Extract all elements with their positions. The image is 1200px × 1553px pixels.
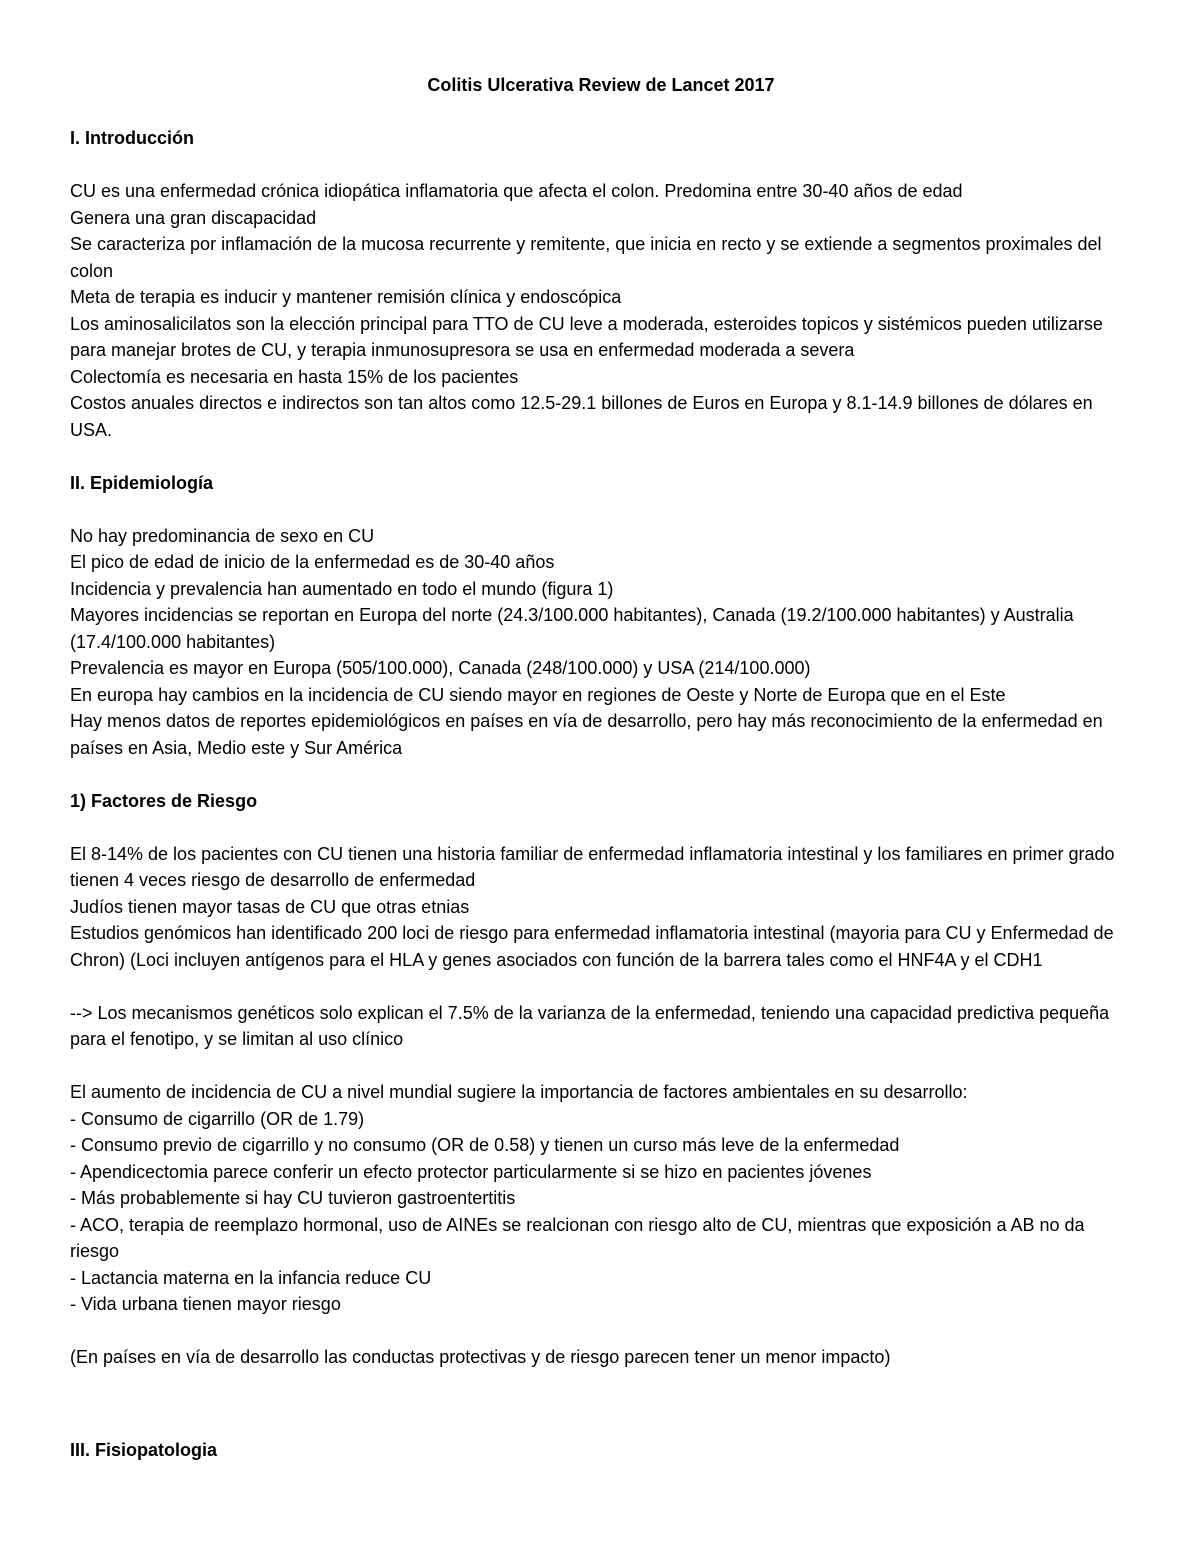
section-heading-introduccion: I. Introducción <box>70 128 194 148</box>
document-title: Colitis Ulcerativa Review de Lancet 2017 <box>427 75 775 95</box>
paragraph-line: Los aminosalicilatos son la elección principal para TTO de CU leve a moderada, esteroides topicos y sistémicos pueden utilizarse para manejar brotes de CU, y terapia inmunosupresora se usa en enfermedad moderada a severa <box>70 313 1103 360</box>
developing-countries-note: (En países en vía de desarrollo las conductas protectivas y de riesgo parecen tener un menor impacto) <box>70 1347 891 1367</box>
section-heading-factores-de-riesgo: 1) Factores de Riesgo <box>70 790 258 811</box>
list-item: - Vida urbana tienen mayor riesgo <box>70 1294 341 1314</box>
paragraph-line: Hay menos datos de reportes epidemiológicos en países en vía de desarrollo, pero hay más reconocimiento de la enfermedad en países en Asia, Medio este y Sur América <box>70 711 1103 758</box>
paragraph-line: Incidencia y prevalencia han aumentado en todo el mundo (figura 1) <box>70 578 614 599</box>
list-item: - Apendicectomia parece conferir un efecto protector particularmente si se hizo en pacientes jóvenes <box>70 1161 872 1182</box>
paragraph-line: Genera una gran discapacidad <box>70 207 317 228</box>
paragraph-line: Judíos tienen mayor tasas de CU que otras etnias <box>70 896 470 917</box>
paragraph-line: El 8-14% de los pacientes con CU tienen una historia familiar de enfermedad inflamatoria intestinal y los familiares en primer grado tienen 4 veces riesgo de desarrollo de enfermedad <box>70 843 1115 890</box>
paragraph-line: Meta de terapia es inducir y mantener remisión clínica y endoscópica <box>70 287 622 307</box>
paragraph-line: Se caracteriza por inflamación de la mucosa recurrente y remitente, que inicia en recto y se extiende a segmentos proximales del colon <box>70 234 1102 281</box>
paragraph-line: Costos anuales directos e indirectos son tan altos como 12.5-29.1 billones de Euros en Europa y 8.1-14.9 billones de dólares en USA. <box>70 393 1093 440</box>
section-heading-epidemiologia: II. Epidemiología <box>70 472 214 493</box>
environment-intro: El aumento de incidencia de CU a nivel mundial sugiere la importancia de factores ambientales en su desarrollo: <box>70 1082 968 1102</box>
paragraph-line: CU es una enfermedad crónica idiopática inflamatoria que afecta el colon. Predomina entre 30-40 años de edad <box>70 181 963 201</box>
paragraph-line: Mayores incidencias se reportan en Europa del norte (24.3/100.000 habitantes), Canada (19.2/100.000 habitantes) y Australia (17.4/100.000 habitantes) <box>70 605 1074 652</box>
paragraph-line: Colectomía es necesaria en hasta 15% de los pacientes <box>70 366 519 387</box>
list-item: - ACO, terapia de reemplazo hormonal, uso de AINEs se realcionan con riesgo alto de CU, mientras que exposición a AB no da riesgo <box>70 1214 1085 1261</box>
list-item: - Consumo previo de cigarrillo y no consumo (OR de 0.58) y tienen un curso más leve de la enfermedad <box>70 1135 900 1155</box>
paragraph-line: En europa hay cambios en la incidencia de CU siendo mayor en regiones de Oeste y Norte de Europa que en el Este <box>70 684 1006 705</box>
list-item: - Más probablemente si hay CU tuvieron gastroentertitis <box>70 1188 516 1208</box>
genetic-note: --> Los mecanismos genéticos solo explican el 7.5% de la varianza de la enfermedad, teniendo una capacidad predictiva pequeña para el fenotipo, y se limitan al uso clínico <box>70 1002 1110 1049</box>
paragraph-line: El pico de edad de inicio de la enfermedad es de 30-40 años <box>70 552 555 572</box>
paragraph-line: No hay predominancia de sexo en CU <box>70 525 375 546</box>
section-heading-fisiopatologia: III. Fisiopatologia <box>70 1439 218 1460</box>
paragraph-line: Estudios genómicos han identificado 200 loci de riesgo para enfermedad inflamatoria intestinal (mayoria para CU y Enfermedad de Chron) (Loci incluyen antígenos para el HLA y genes asociados con función de la barrera tales como el HNF4A y el CDH1 <box>70 923 1114 970</box>
document-page <box>70 72 1132 1463</box>
list-item: - Lactancia materna en la infancia reduce CU <box>70 1267 432 1288</box>
list-item: - Consumo de cigarrillo (OR de 1.79) <box>70 1108 365 1129</box>
paragraph-line: Prevalencia es mayor en Europa (505/100.000), Canada (248/100.000) y USA (214/100.000) <box>70 658 811 678</box>
